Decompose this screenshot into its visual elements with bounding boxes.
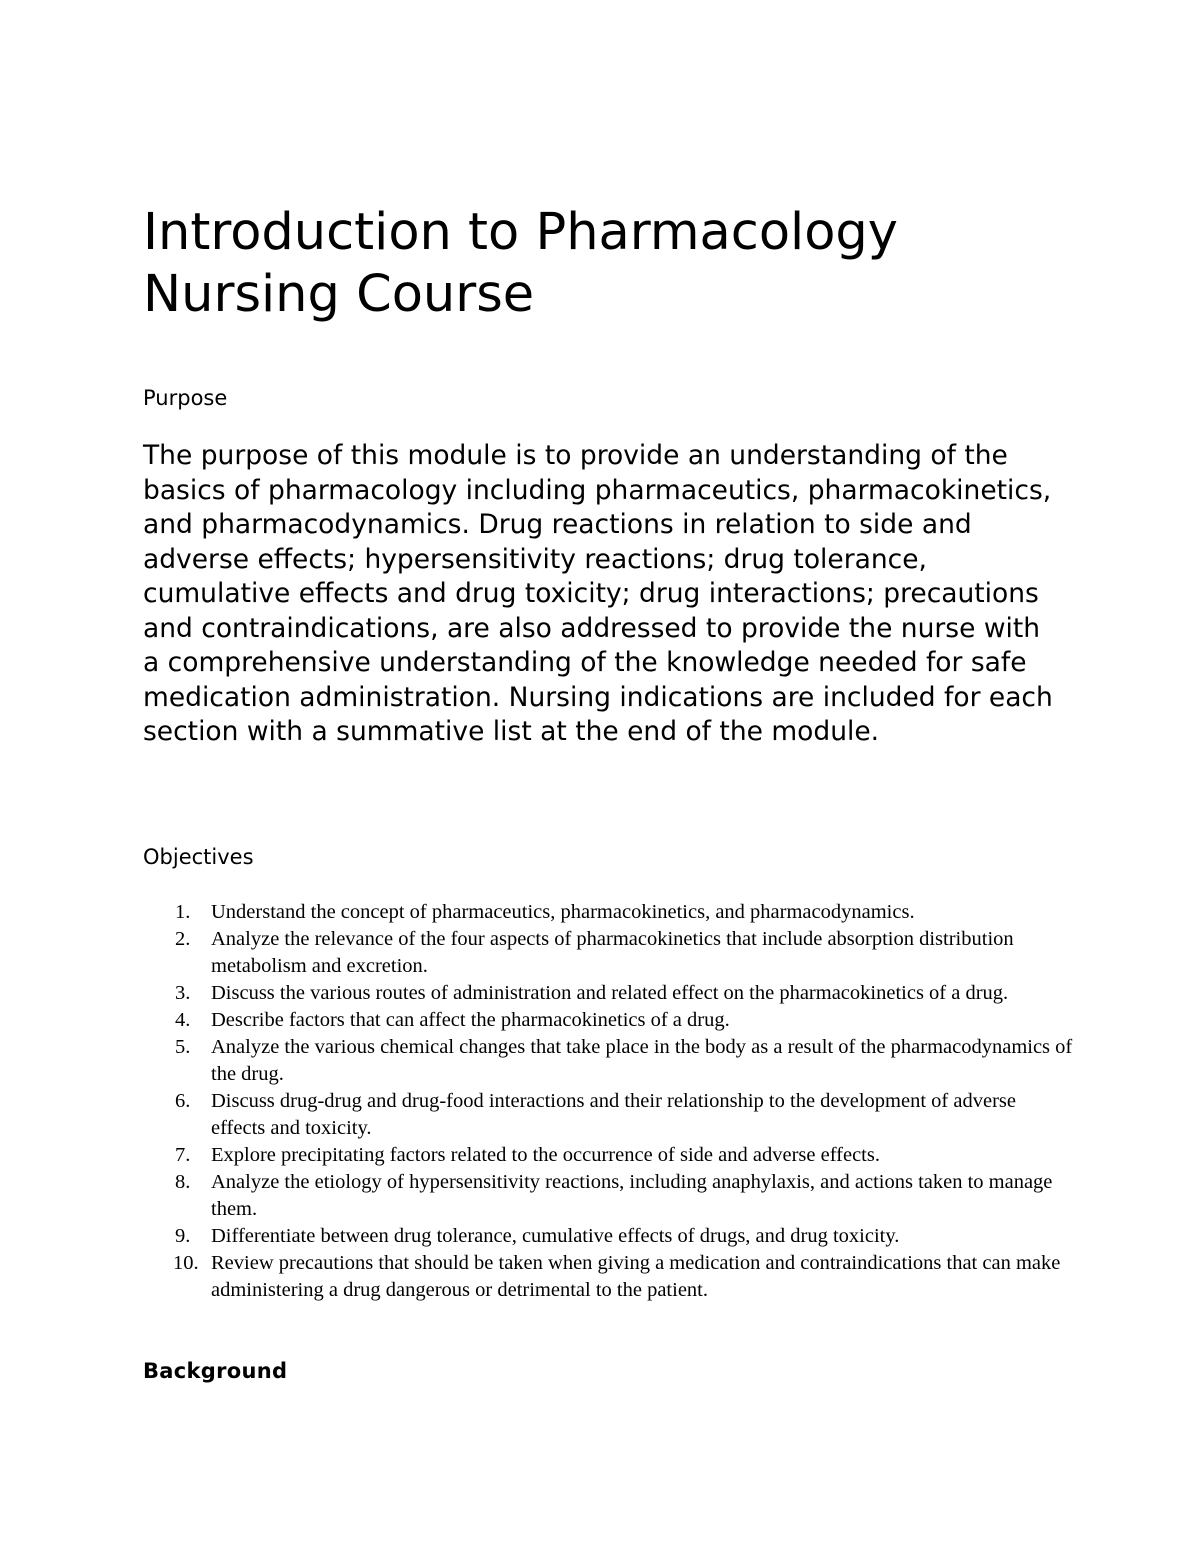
list-item-text: Understand the concept of pharmaceutics, pharmacokinetics, and pharmacodynamics. <box>211 901 915 923</box>
list-item-text: Analyze the relevance of the four aspects of pharmacokinetics that include absorption distribution metabolism and excretion. <box>211 928 1014 977</box>
list-item-number: 5. <box>175 1036 191 1058</box>
list-item <box>143 1088 1073 1142</box>
list-item-text: Describe factors that can affect the pharmacokinetics of a drug. <box>211 1009 730 1031</box>
list-item <box>143 1034 1073 1088</box>
list-item-text: Discuss drug-drug and drug-food interactions and their relationship to the development of adverse effects and toxicity. <box>211 1090 1016 1139</box>
purpose-paragraph: The purpose of this module is to provide an understanding of the basics of pharmacology including pharmaceutics, pharmacokinetics, and pharmacodynamics. Drug reactions in relation to side and adverse effects; hypersensitivity reactions; drug tolerance, cumulative effects and drug toxicity; drug interactions; precautions and contraindications, are also addressed to provide the nurse with a comprehensive understanding of the knowledge needed for safe medication administration. Nursing indications are included for each section with a summative list at the end of the module. <box>143 440 1053 747</box>
list-item-text: Differentiate between drug tolerance, cumulative effects of drugs, and drug toxicity. <box>211 1225 900 1247</box>
list-item <box>143 1250 1073 1304</box>
objectives-list <box>143 899 1073 1304</box>
list-item-number: 2. <box>175 928 191 950</box>
list-item <box>143 1007 1073 1034</box>
list-item-text: Review precautions that should be taken when giving a medication and contraindications that can make administering a drug dangerous or detrimental to the patient. <box>211 1252 1061 1301</box>
list-item-text: Analyze the various chemical changes that take place in the body as a result of the pharmacodynamics of the drug. <box>211 1036 1073 1085</box>
list-item <box>143 926 1073 980</box>
list-item-number: 7. <box>175 1144 191 1166</box>
list-item-number: 8. <box>175 1171 191 1193</box>
list-item-number: 4. <box>175 1009 191 1031</box>
list-item-number: 9. <box>175 1225 191 1247</box>
background-heading: Background <box>143 1359 288 1383</box>
list-item-number: 3. <box>175 982 191 1004</box>
document-title <box>143 202 1073 326</box>
list-item <box>143 1223 1073 1250</box>
list-item-number: 6. <box>175 1090 191 1112</box>
document-page <box>143 0 1073 1553</box>
purpose-heading: Purpose <box>143 386 228 410</box>
list-item <box>143 1169 1073 1223</box>
list-item <box>143 980 1073 1007</box>
objectives-heading: Objectives <box>143 845 254 869</box>
list-item-text: Analyze the etiology of hypersensitivity reactions, including anaphylaxis, and actions taken to manage them. <box>211 1171 1053 1220</box>
list-item <box>143 899 1073 926</box>
list-item-number: 10. <box>173 1252 199 1274</box>
list-item-text: Discuss the various routes of administration and related effect on the pharmacokinetics of a drug. <box>211 982 1009 1004</box>
list-item-number: 1. <box>175 901 191 923</box>
list-item <box>143 1142 1073 1169</box>
list-item-text: Explore precipitating factors related to the occurrence of side and adverse effects. <box>211 1144 880 1166</box>
title-line-2: Nursing Course <box>143 265 535 324</box>
title-line-1: Introduction to Pharmacology <box>143 203 898 262</box>
